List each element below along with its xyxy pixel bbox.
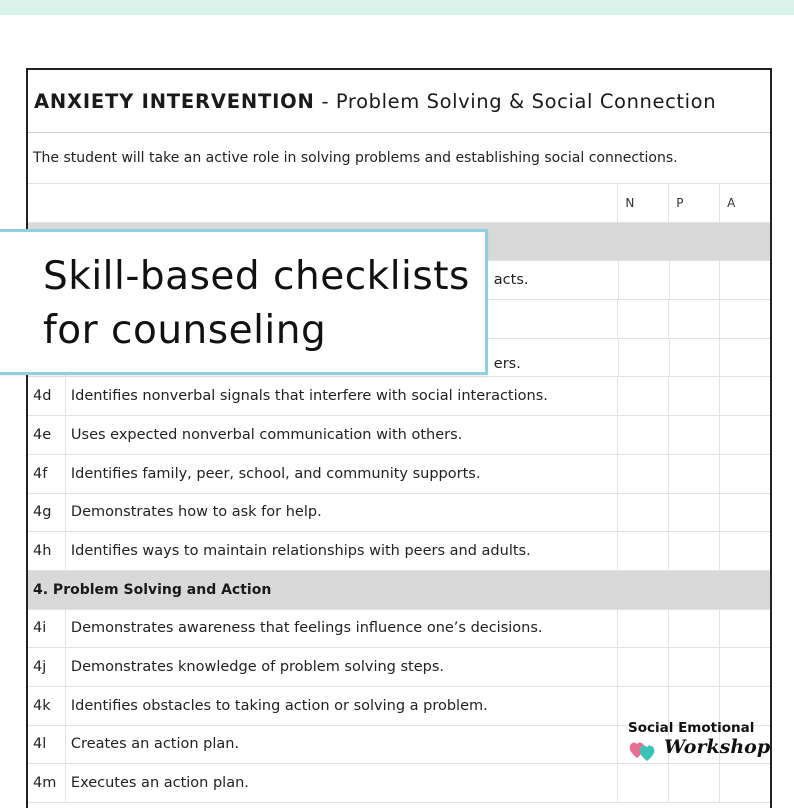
check-cell-n[interactable]	[617, 764, 668, 802]
row-text: acts.	[493, 272, 529, 289]
check-cell-p[interactable]	[669, 261, 720, 299]
check-cell-a[interactable]	[719, 648, 770, 686]
logo-line-1: Social Emotional	[628, 720, 755, 736]
row-code: 4e	[28, 416, 66, 454]
row-text: Uses expected nonverbal communication with others.	[70, 426, 463, 443]
checklist-sheet	[26, 68, 772, 808]
check-cell-p[interactable]	[668, 648, 719, 686]
check-cell-n[interactable]	[617, 648, 668, 686]
check-cell-a[interactable]	[719, 261, 770, 299]
check-cell-p[interactable]	[668, 764, 719, 802]
callout-line-2: for counseling	[43, 308, 327, 353]
row-text: Demonstrates how to ask for help.	[70, 504, 322, 521]
check-cell-a[interactable]	[719, 764, 770, 802]
check-cell-a[interactable]	[719, 532, 770, 570]
goal-statement: The student will take an active role in solving problems and establishing social connections.	[28, 133, 770, 184]
row-text: Creates an action plan.	[70, 736, 240, 753]
check-cell-p[interactable]	[668, 455, 719, 493]
check-cell-a[interactable]	[719, 416, 770, 454]
callout-line-1: Skill-based checklists	[43, 254, 470, 299]
check-cell-p[interactable]	[668, 532, 719, 570]
row-text: Demonstrates awareness that feelings influence one’s decisions.	[70, 620, 543, 637]
check-cell-a[interactable]	[719, 687, 770, 725]
check-cell-a[interactable]	[719, 377, 770, 415]
check-cell-a[interactable]	[719, 610, 770, 648]
check-cell-n[interactable]	[617, 377, 668, 415]
row-code: 4h	[28, 532, 66, 570]
check-cell-a[interactable]	[719, 300, 770, 338]
hearts-icon	[628, 738, 658, 762]
column-header-p: P	[668, 184, 719, 222]
column-header-a: A	[719, 184, 770, 222]
check-cell-n[interactable]	[617, 532, 668, 570]
row-code: 4f	[28, 455, 66, 493]
row-text: Identifies obstacles to taking action or solving a problem.	[70, 697, 488, 714]
brand-logo	[628, 720, 771, 766]
promo-callout	[0, 229, 488, 375]
table-row	[28, 455, 770, 494]
table-row	[28, 377, 770, 416]
row-text: Identifies nonverbal signals that interfere with social interactions.	[70, 388, 548, 405]
row-code: 4k	[28, 687, 66, 725]
row-text: Executes an action plan.	[70, 775, 249, 792]
table-row	[28, 494, 770, 533]
check-cell-n[interactable]	[617, 610, 668, 648]
check-cell-n[interactable]	[617, 416, 668, 454]
check-cell-p[interactable]	[668, 610, 719, 648]
logo-line-2: Workshop	[664, 736, 771, 758]
check-cell-n[interactable]	[617, 455, 668, 493]
row-text: ers.	[493, 356, 521, 373]
row-code: 4d	[28, 377, 66, 415]
check-cell-n[interactable]	[617, 300, 668, 338]
row-text: Demonstrates knowledge of problem solving steps.	[70, 659, 445, 676]
check-cell-p[interactable]	[668, 416, 719, 454]
check-cell-p[interactable]	[668, 494, 719, 532]
row-code: 4i	[28, 610, 66, 648]
title-bold: ANXIETY INTERVENTION	[34, 89, 315, 113]
check-cell-n[interactable]	[618, 261, 669, 299]
title-subtitle: - Problem Solving & Social Connection	[314, 89, 717, 113]
row-text: Identifies family, peer, school, and community supports.	[70, 465, 481, 482]
check-cell-a[interactable]	[719, 455, 770, 493]
table-row	[28, 648, 770, 687]
row-code: 4g	[28, 494, 66, 532]
check-cell-n[interactable]	[617, 494, 668, 532]
table-row	[28, 416, 770, 455]
check-cell-a[interactable]	[719, 494, 770, 532]
check-cell-p[interactable]	[668, 687, 719, 725]
check-cell-p[interactable]	[669, 339, 720, 377]
row-code: 4l	[28, 726, 66, 764]
top-color-band	[0, 0, 794, 15]
check-cell-p[interactable]	[668, 300, 719, 338]
check-cell-n[interactable]	[618, 339, 669, 377]
row-code: 4m	[28, 764, 66, 802]
row-text: Identifies ways to maintain relationships with peers and adults.	[70, 543, 531, 560]
section-header: 4. Problem Solving and Action	[28, 571, 770, 610]
row-code: 4j	[28, 648, 66, 686]
column-header-n: N	[617, 184, 668, 222]
check-cell-p[interactable]	[668, 377, 719, 415]
table-row	[28, 764, 770, 803]
page-title	[28, 70, 770, 133]
column-header-row	[28, 184, 770, 223]
check-cell-a[interactable]	[719, 339, 770, 377]
check-cell-n[interactable]	[617, 687, 668, 725]
table-row	[28, 532, 770, 571]
table-row	[28, 610, 770, 649]
